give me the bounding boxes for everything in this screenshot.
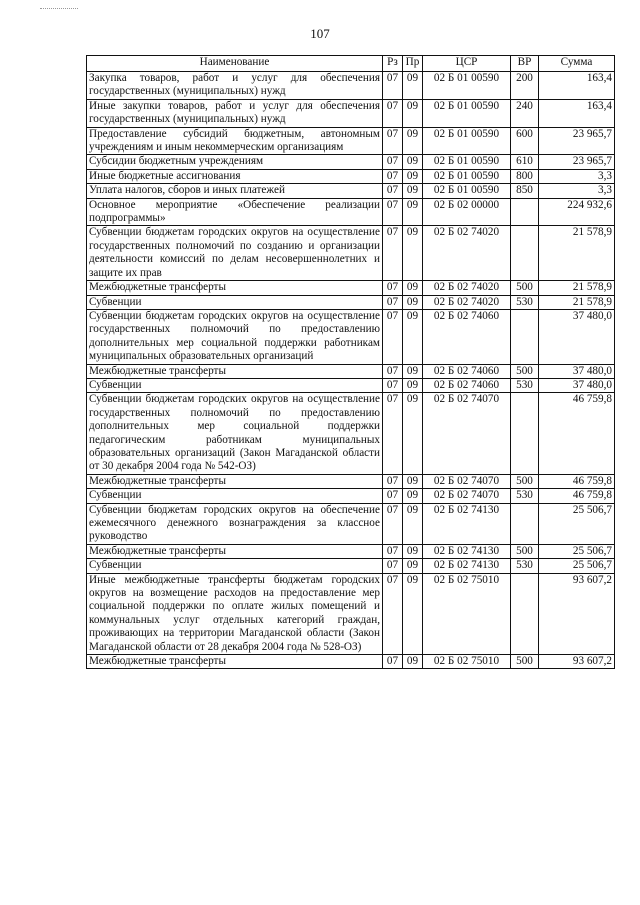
cell-sum: 25 506,7 (539, 559, 615, 573)
cell-rz: 07 (383, 655, 403, 669)
cell-name: Закупка товаров, работ и услуг для обеспечения государственных (муниципальных) нужд (87, 72, 383, 100)
cell-name: Межбюджетные трансферты (87, 655, 383, 669)
cell-vr: 800 (511, 169, 539, 183)
table-row (87, 281, 615, 295)
cell-pr: 09 (403, 127, 423, 155)
cell-vr: 500 (511, 281, 539, 295)
cell-vr (511, 503, 539, 544)
cell-name: Субвенции (87, 378, 383, 392)
cell-csr: 02 Б 02 74070 (423, 393, 511, 474)
table-body (87, 72, 615, 669)
cell-csr: 02 Б 01 00590 (423, 72, 511, 100)
cell-name: Иные бюджетные ассигнования (87, 169, 383, 183)
cell-pr: 09 (403, 655, 423, 669)
table-row (87, 309, 615, 364)
cell-sum: 163,4 (539, 72, 615, 100)
cell-name: Субвенции (87, 295, 383, 309)
table-row (87, 155, 615, 169)
cell-vr: 850 (511, 184, 539, 198)
cell-rz: 07 (383, 378, 403, 392)
cell-pr: 09 (403, 281, 423, 295)
cell-vr (511, 198, 539, 226)
header-rz: Рз (383, 56, 403, 72)
cell-csr: 02 Б 02 74020 (423, 281, 511, 295)
cell-rz: 07 (383, 169, 403, 183)
cell-csr: 02 Б 02 74060 (423, 364, 511, 378)
cell-name: Основное мероприятие «Обеспечение реализации подпрограммы» (87, 198, 383, 226)
cell-vr: 500 (511, 474, 539, 488)
cell-csr: 02 Б 02 74070 (423, 474, 511, 488)
cell-vr: 500 (511, 544, 539, 558)
cell-sum: 21 578,9 (539, 281, 615, 295)
cell-vr (511, 393, 539, 474)
cell-pr: 09 (403, 364, 423, 378)
header-name: Наименование (87, 56, 383, 72)
cell-pr: 09 (403, 309, 423, 364)
cell-csr: 02 Б 01 00590 (423, 155, 511, 169)
cell-sum: 46 759,8 (539, 489, 615, 503)
cell-sum: 23 965,7 (539, 127, 615, 155)
cell-name: Субсидии бюджетным учреждениям (87, 155, 383, 169)
cell-name: Субвенции (87, 559, 383, 573)
cell-vr: 530 (511, 489, 539, 503)
cell-vr (511, 309, 539, 364)
cell-name: Межбюджетные трансферты (87, 544, 383, 558)
cell-rz: 07 (383, 281, 403, 295)
cell-sum: 25 506,7 (539, 544, 615, 558)
cell-name: Межбюджетные трансферты (87, 364, 383, 378)
cell-sum: 46 759,8 (539, 393, 615, 474)
cell-name: Межбюджетные трансферты (87, 474, 383, 488)
budget-table (86, 55, 615, 669)
cell-rz: 07 (383, 198, 403, 226)
cell-pr: 09 (403, 559, 423, 573)
cell-rz: 07 (383, 184, 403, 198)
cell-csr: 02 Б 02 74060 (423, 378, 511, 392)
cell-csr: 02 Б 02 75010 (423, 573, 511, 654)
cell-csr: 02 Б 02 74130 (423, 544, 511, 558)
cell-sum: 37 480,0 (539, 378, 615, 392)
cell-pr: 09 (403, 226, 423, 281)
cell-sum: 46 759,8 (539, 474, 615, 488)
cell-rz: 07 (383, 72, 403, 100)
cell-csr: 02 Б 02 00000 (423, 198, 511, 226)
cell-pr: 09 (403, 378, 423, 392)
cell-vr: 530 (511, 295, 539, 309)
header-vr: ВР (511, 56, 539, 72)
table-row (87, 559, 615, 573)
cell-csr: 02 Б 02 74130 (423, 503, 511, 544)
table-row (87, 364, 615, 378)
cell-csr: 02 Б 01 00590 (423, 99, 511, 127)
cell-csr: 02 Б 01 00590 (423, 169, 511, 183)
cell-rz: 07 (383, 99, 403, 127)
cell-name: Уплата налогов, сборов и иных платежей (87, 184, 383, 198)
cell-sum: 3,3 (539, 169, 615, 183)
cell-sum: 21 578,9 (539, 226, 615, 281)
table-row (87, 226, 615, 281)
cell-csr: 02 Б 01 00590 (423, 184, 511, 198)
cell-rz: 07 (383, 393, 403, 474)
cell-pr: 09 (403, 474, 423, 488)
cell-rz: 07 (383, 474, 403, 488)
table-row (87, 295, 615, 309)
cell-pr: 09 (403, 544, 423, 558)
cell-rz: 07 (383, 489, 403, 503)
cell-pr: 09 (403, 198, 423, 226)
cell-vr: 240 (511, 99, 539, 127)
cell-csr: 02 Б 02 74020 (423, 295, 511, 309)
cell-pr: 09 (403, 489, 423, 503)
cell-sum: 163,4 (539, 99, 615, 127)
cell-pr: 09 (403, 184, 423, 198)
table-header-row (87, 56, 615, 72)
cell-sum: 21 578,9 (539, 295, 615, 309)
cell-csr: 02 Б 02 74060 (423, 309, 511, 364)
cell-vr: 200 (511, 72, 539, 100)
cell-name: Предоставление субсидий бюджетным, автономным учреждениям и иным некоммерческим организациям (87, 127, 383, 155)
cell-rz: 07 (383, 309, 403, 364)
cell-name: Иные межбюджетные трансферты бюджетам городских округов на возмещение расходов на предоставление мер социальной поддержки по оплате жилых помещений и коммунальных услуг отдельных категорий граждан, проживающих на территории Магаданской области (Закон Магаданской области от 28 декабря 2004 года № 528-ОЗ) (87, 573, 383, 654)
table-row (87, 573, 615, 654)
cell-vr: 610 (511, 155, 539, 169)
cell-name: Субвенции бюджетам городских округов на осуществление государственных полномочий по предоставлению дополнительных мер социальной поддержки педагогическим работникам муниципальных образовательных организаций (Закон Магаданской области от 30 декабря 2004 года № 542-ОЗ) (87, 393, 383, 474)
cell-rz: 07 (383, 295, 403, 309)
page-number: 107 (310, 26, 330, 41)
cell-rz: 07 (383, 226, 403, 281)
cell-vr: 530 (511, 559, 539, 573)
header-sum: Сумма (539, 56, 615, 72)
cell-pr: 09 (403, 393, 423, 474)
cell-rz: 07 (383, 155, 403, 169)
cell-name: Субвенции (87, 489, 383, 503)
scan-artifact (40, 8, 78, 10)
cell-vr (511, 573, 539, 654)
cell-name: Иные закупки товаров, работ и услуг для обеспечения государственных (муниципальных) нужд (87, 99, 383, 127)
cell-name: Субвенции бюджетам городских округов на осуществление государственных полномочий по предоставлению дополнительных мер социальной поддержки работникам муниципальных образовательных организаций (87, 309, 383, 364)
cell-pr: 09 (403, 503, 423, 544)
table-row (87, 378, 615, 392)
table-row (87, 169, 615, 183)
cell-name: Межбюджетные трансферты (87, 281, 383, 295)
cell-pr: 09 (403, 72, 423, 100)
table-row (87, 184, 615, 198)
cell-csr: 02 Б 02 74020 (423, 226, 511, 281)
table-row (87, 393, 615, 474)
cell-vr: 500 (511, 655, 539, 669)
cell-rz: 07 (383, 503, 403, 544)
cell-pr: 09 (403, 155, 423, 169)
cell-rz: 07 (383, 364, 403, 378)
header-csr: ЦСР (423, 56, 511, 72)
cell-csr: 02 Б 02 74070 (423, 489, 511, 503)
cell-rz: 07 (383, 573, 403, 654)
cell-vr (511, 226, 539, 281)
table-row (87, 198, 615, 226)
cell-sum: 37 480,0 (539, 309, 615, 364)
cell-pr: 09 (403, 295, 423, 309)
table-row (87, 544, 615, 558)
cell-sum: 23 965,7 (539, 155, 615, 169)
table-row (87, 99, 615, 127)
cell-vr: 500 (511, 364, 539, 378)
cell-name: Субвенции бюджетам городских округов на обеспечение ежемесячного денежного вознаграждения за классное руководство (87, 503, 383, 544)
table-row (87, 655, 615, 669)
cell-sum: 37 480,0 (539, 364, 615, 378)
table-row (87, 489, 615, 503)
cell-sum: 3,3 (539, 184, 615, 198)
cell-sum: 224 932,6 (539, 198, 615, 226)
cell-sum: 25 506,7 (539, 503, 615, 544)
cell-csr: 02 Б 02 75010 (423, 655, 511, 669)
cell-sum: 93 607,2 (539, 573, 615, 654)
table-row (87, 503, 615, 544)
table-row (87, 474, 615, 488)
cell-rz: 07 (383, 127, 403, 155)
cell-vr: 600 (511, 127, 539, 155)
cell-sum: 93 607,2 (539, 655, 615, 669)
cell-rz: 07 (383, 559, 403, 573)
table-row (87, 72, 615, 100)
cell-vr: 530 (511, 378, 539, 392)
header-pr: Пр (403, 56, 423, 72)
cell-name: Субвенции бюджетам городских округов на осуществление государственных полномочий по созданию и организации деятельности комиссий по делам несовершеннолетних и защите их прав (87, 226, 383, 281)
cell-pr: 09 (403, 573, 423, 654)
table-row (87, 127, 615, 155)
cell-pr: 09 (403, 169, 423, 183)
cell-pr: 09 (403, 99, 423, 127)
cell-rz: 07 (383, 544, 403, 558)
cell-csr: 02 Б 02 74130 (423, 559, 511, 573)
cell-csr: 02 Б 01 00590 (423, 127, 511, 155)
